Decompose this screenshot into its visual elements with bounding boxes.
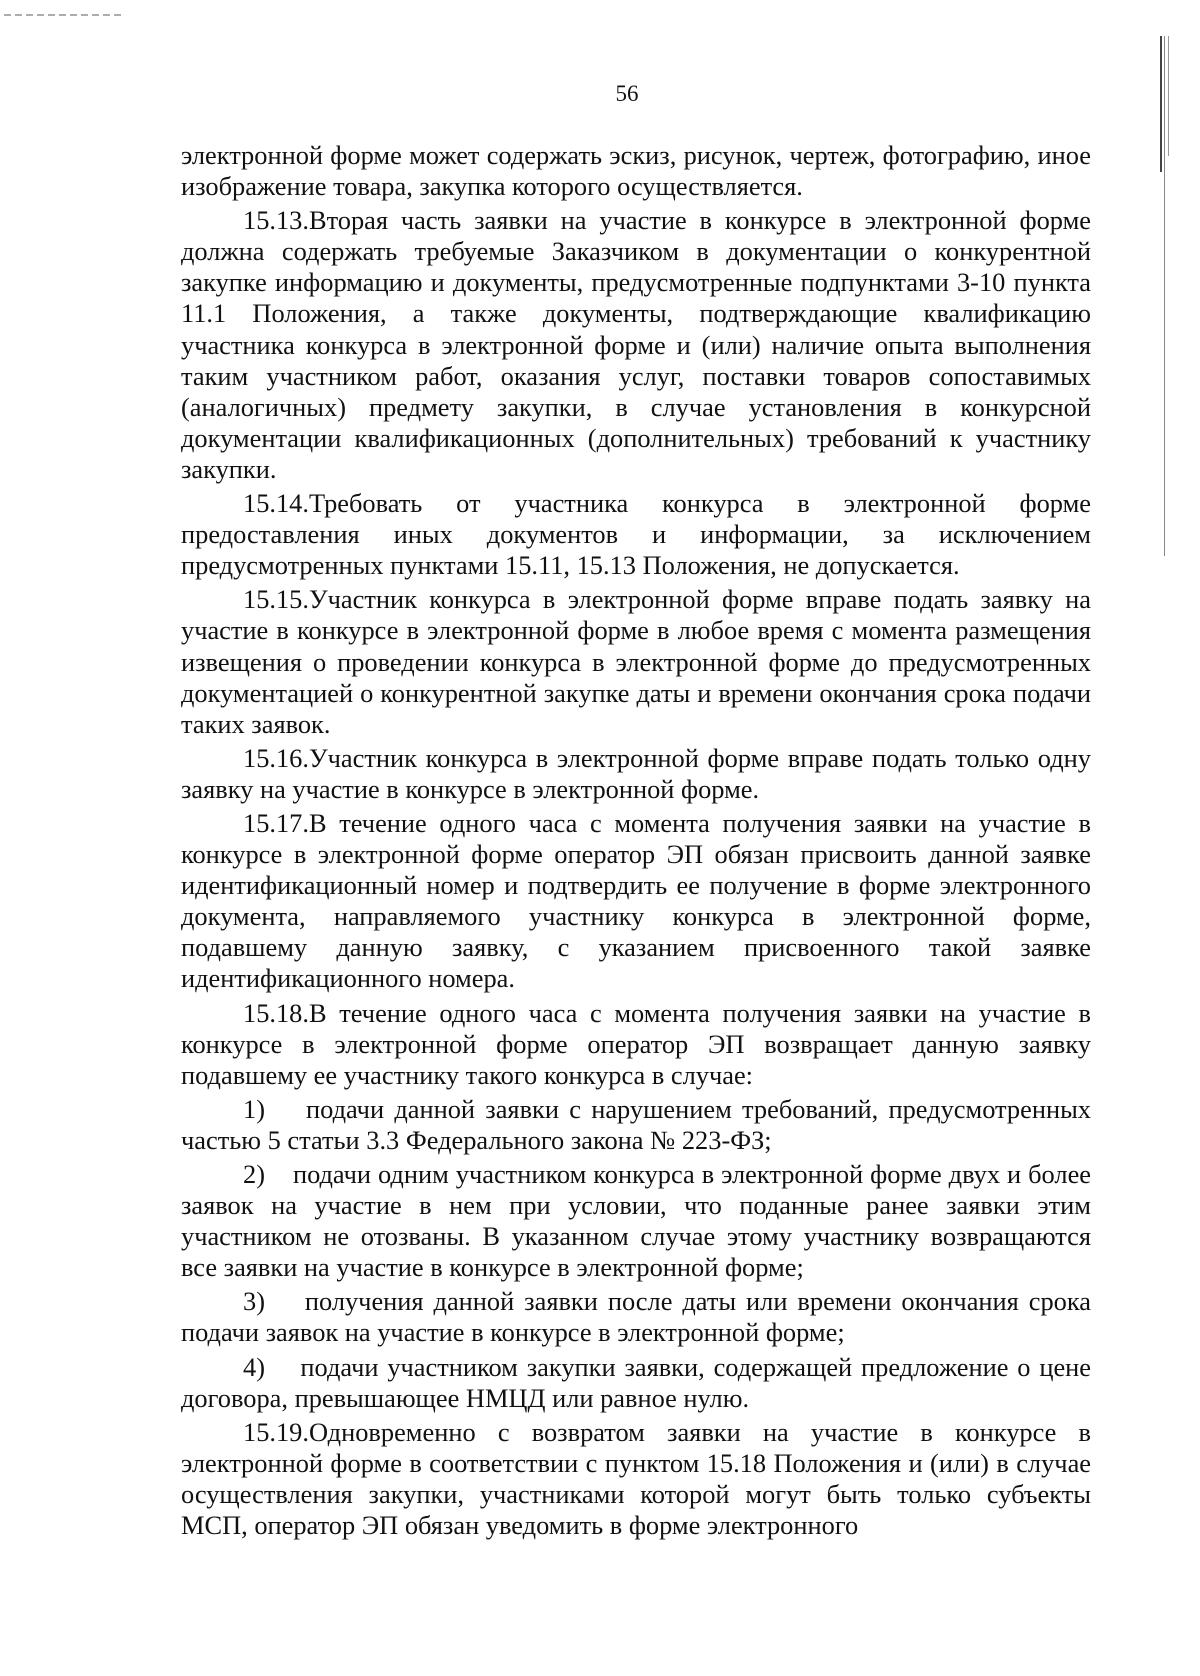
paragraph-15-14: 15.14.Требовать от участника конкурса в электронной форме предоставления иных документов и информации, за исключением предусмотренных пунктами 15.11, 15.13 Положения, не допускается. [181, 488, 1091, 581]
scan-edge-line [1164, 36, 1165, 556]
list-item-4: 4) подачи участником закупки заявки, содержащей предложение о цене договора, превышающее НМЦД или равное нулю. [181, 1351, 1091, 1413]
paragraph-15-19: 15.19.Одновременно с возвратом заявки на участие в конкурсе в электронной форме в соответствии с пунктом 15.18 Положения и (или) в случае осуществления закупки, участниками которой могут быть только субъекты МСП, оператор ЭП обязан уведомить в форме электронного [181, 1416, 1091, 1541]
list-item-1: 1) подачи данной заявки с нарушением требований, предусмотренных частью 5 статьи 3.3 Федерального закона № 223-ФЗ; [181, 1093, 1091, 1155]
paragraph-15-16: 15.16.Участник конкурса в электронной форме вправе подать только одну заявку на участие в конкурсе в электронной форме. [181, 742, 1091, 804]
paragraph-continuation: электронной форме может содержать эскиз, рисунок, чертеж, фотографию, иное изображение товара, закупка которого осуществляется. [181, 140, 1091, 202]
page-number: 56 [615, 81, 639, 106]
list-item-3: 3) получения данной заявки после даты или времени окончания срока подачи заявок на участие в конкурсе в электронной форме; [181, 1286, 1091, 1348]
paragraph-15-15: 15.15.Участник конкурса в электронной форме вправе подать заявку на участие в конкурсе в электронной форме в любое время с момента размещения извещения о проведении конкурса в электронной форме до предусмотренных документацией о конкурентной закупке даты и времени окончания срока подачи таких заявок. [181, 584, 1091, 739]
list-item-2: 2) подачи одним участником конкурса в электронной форме двух и более заявок на участие в нем при условии, что поданные ранее заявки этим участником не отозваны. В указанном случае этому участнику возвращаются все заявки на участие в конкурсе в электронной форме; [181, 1159, 1091, 1283]
scan-artifact-mark [4, 14, 122, 16]
paragraph-15-17: 15.17.В течение одного часа с момента получения заявки на участие в конкурсе в электронной форме оператор ЭП обязан присвоить данной заявке идентификационный номер и подтвердить ее получение в форме электронного документа, направляемого участнику конкурса в электронной форме, подавшему данную заявку, с указанием присвоенного такой заявке идентификационного номера. [181, 807, 1091, 994]
paragraph-15-18: 15.18.В течение одного часа с момента получения заявки на участие в конкурсе в электронной форме оператор ЭП возвращает данную заявку подавшему ее участнику такого конкурса в случае: [181, 997, 1091, 1090]
document-body [181, 140, 1091, 1544]
paragraph-15-13: 15.13.Вторая часть заявки на участие в конкурсе в электронной форме должна содержать требуемые Заказчиком в документации о конкурентной закупке информацию и документы, предусмотренные подпунктами 3-10 пункта 11.1 Положения, а также документы, подтверждающие квалификацию участника конкурса в электронной форме и (или) наличие опыта выполнения таким участником работ, оказания услуг, поставки товаров сопоставимых (аналогичных) предмету закупки, в случае установления в конкурсной документации квалификационных (дополнительных) требований к участнику закупки. [181, 205, 1091, 484]
